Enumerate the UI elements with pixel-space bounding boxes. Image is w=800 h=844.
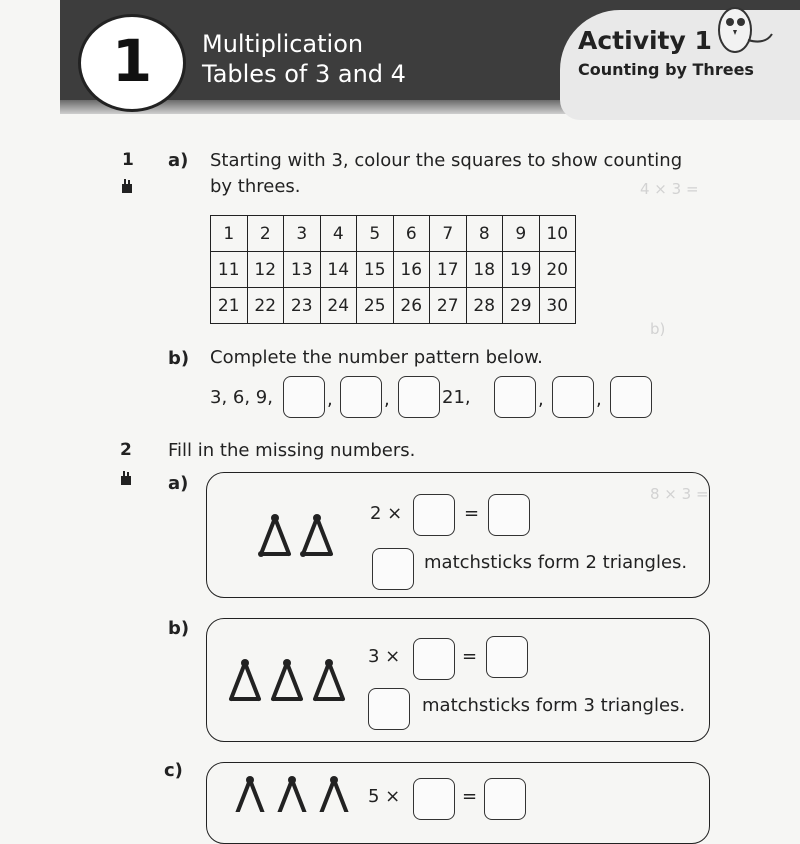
multiplier: 5 ×: [368, 786, 401, 807]
grid-cell[interactable]: 10: [539, 216, 576, 252]
answer-box[interactable]: [552, 376, 594, 418]
unit-title-line2: Tables of 3 and 4: [202, 60, 406, 88]
grid-cell[interactable]: 20: [539, 252, 576, 288]
hundred-grid: [210, 215, 576, 324]
activity-subtitle: Counting by Threes: [578, 60, 754, 79]
comma: ,: [538, 389, 544, 410]
unit-number-badge: [78, 14, 186, 112]
grid-cell[interactable]: 17: [430, 252, 467, 288]
answer-box[interactable]: [494, 376, 536, 418]
grid-cell[interactable]: 3: [284, 216, 321, 252]
grid-cell[interactable]: 13: [284, 252, 321, 288]
grid-cell[interactable]: 18: [466, 252, 503, 288]
grid-cell[interactable]: 5: [357, 216, 394, 252]
grid-cell[interactable]: 7: [430, 216, 467, 252]
grid-cell[interactable]: 6: [393, 216, 430, 252]
answer-box[interactable]: [340, 376, 382, 418]
showthrough-text: 8 × 3 =: [650, 485, 709, 503]
grid-cell[interactable]: 14: [320, 252, 357, 288]
answer-box[interactable]: [610, 376, 652, 418]
instruction-text: Starting with 3, colour the squares to show counting: [210, 150, 683, 171]
comma: ,: [327, 389, 333, 410]
answer-box[interactable]: [488, 494, 530, 536]
instruction-text: Complete the number pattern below.: [210, 347, 543, 368]
grid-cell[interactable]: 2: [247, 216, 284, 252]
grid-cell[interactable]: 19: [503, 252, 540, 288]
showthrough-text: 4 × 3 =: [640, 180, 699, 198]
unit-number: 1: [111, 27, 153, 95]
grid-cell[interactable]: 12: [247, 252, 284, 288]
instruction-text: Fill in the missing numbers.: [168, 440, 416, 461]
grid-cell[interactable]: 24: [320, 288, 357, 324]
equals-sign: =: [464, 503, 480, 524]
equals-sign: =: [462, 786, 478, 807]
grid-cell[interactable]: 25: [357, 288, 394, 324]
answer-box[interactable]: [413, 778, 455, 820]
answer-box[interactable]: [484, 778, 526, 820]
answer-box[interactable]: [413, 638, 455, 680]
grid-cell[interactable]: 26: [393, 288, 430, 324]
comma: ,: [596, 389, 602, 410]
grid-cell[interactable]: 21: [211, 288, 248, 324]
pattern-start: 3, 6, 9,: [210, 387, 273, 408]
grid-cell[interactable]: 28: [466, 288, 503, 324]
answer-box[interactable]: [413, 494, 455, 536]
grid-cell[interactable]: 8: [466, 216, 503, 252]
equals-sign: =: [462, 646, 478, 667]
pencil-pot-icon: [120, 178, 134, 194]
matchstick-triangles-icon: [230, 772, 370, 812]
part-label: c): [164, 760, 183, 781]
question-number: 1: [122, 150, 134, 170]
grid-cell[interactable]: 29: [503, 288, 540, 324]
grid-cell[interactable]: 9: [503, 216, 540, 252]
activity-title: Activity 1: [578, 26, 712, 55]
matchstick-triangles-icon: [255, 510, 365, 560]
grid-cell[interactable]: 22: [247, 288, 284, 324]
multiplier: 3 ×: [368, 646, 401, 667]
caption: matchsticks form 3 triangles.: [422, 695, 686, 716]
showthrough-text: b): [650, 320, 666, 338]
pattern-mid: 21,: [442, 387, 471, 408]
part-label: a): [168, 473, 189, 494]
grid-cell[interactable]: 1: [211, 216, 248, 252]
answer-box[interactable]: [372, 548, 414, 590]
matchstick-triangles-icon: [225, 655, 365, 705]
part-label: b): [168, 618, 190, 639]
grid-cell[interactable]: 30: [539, 288, 576, 324]
answer-box[interactable]: [486, 636, 528, 678]
grid-cell[interactable]: 23: [284, 288, 321, 324]
part-label: b): [168, 348, 190, 369]
grid-cell[interactable]: 11: [211, 252, 248, 288]
answer-box[interactable]: [368, 688, 410, 730]
owl-mascot-icon: [700, 0, 780, 60]
comma: ,: [384, 389, 390, 410]
pencil-pot-icon: [119, 470, 133, 486]
grid-cell[interactable]: 27: [430, 288, 467, 324]
grid-cell[interactable]: 4: [320, 216, 357, 252]
unit-title-line1: Multiplication: [202, 30, 364, 58]
grid-cell[interactable]: 15: [357, 252, 394, 288]
question-number: 2: [120, 440, 132, 460]
answer-box[interactable]: [398, 376, 440, 418]
multiplier: 2 ×: [370, 503, 403, 524]
caption: matchsticks form 2 triangles.: [424, 552, 688, 573]
grid-cell[interactable]: 16: [393, 252, 430, 288]
instruction-text: by threes.: [210, 176, 301, 197]
part-label: a): [168, 150, 189, 171]
answer-box[interactable]: [283, 376, 325, 418]
